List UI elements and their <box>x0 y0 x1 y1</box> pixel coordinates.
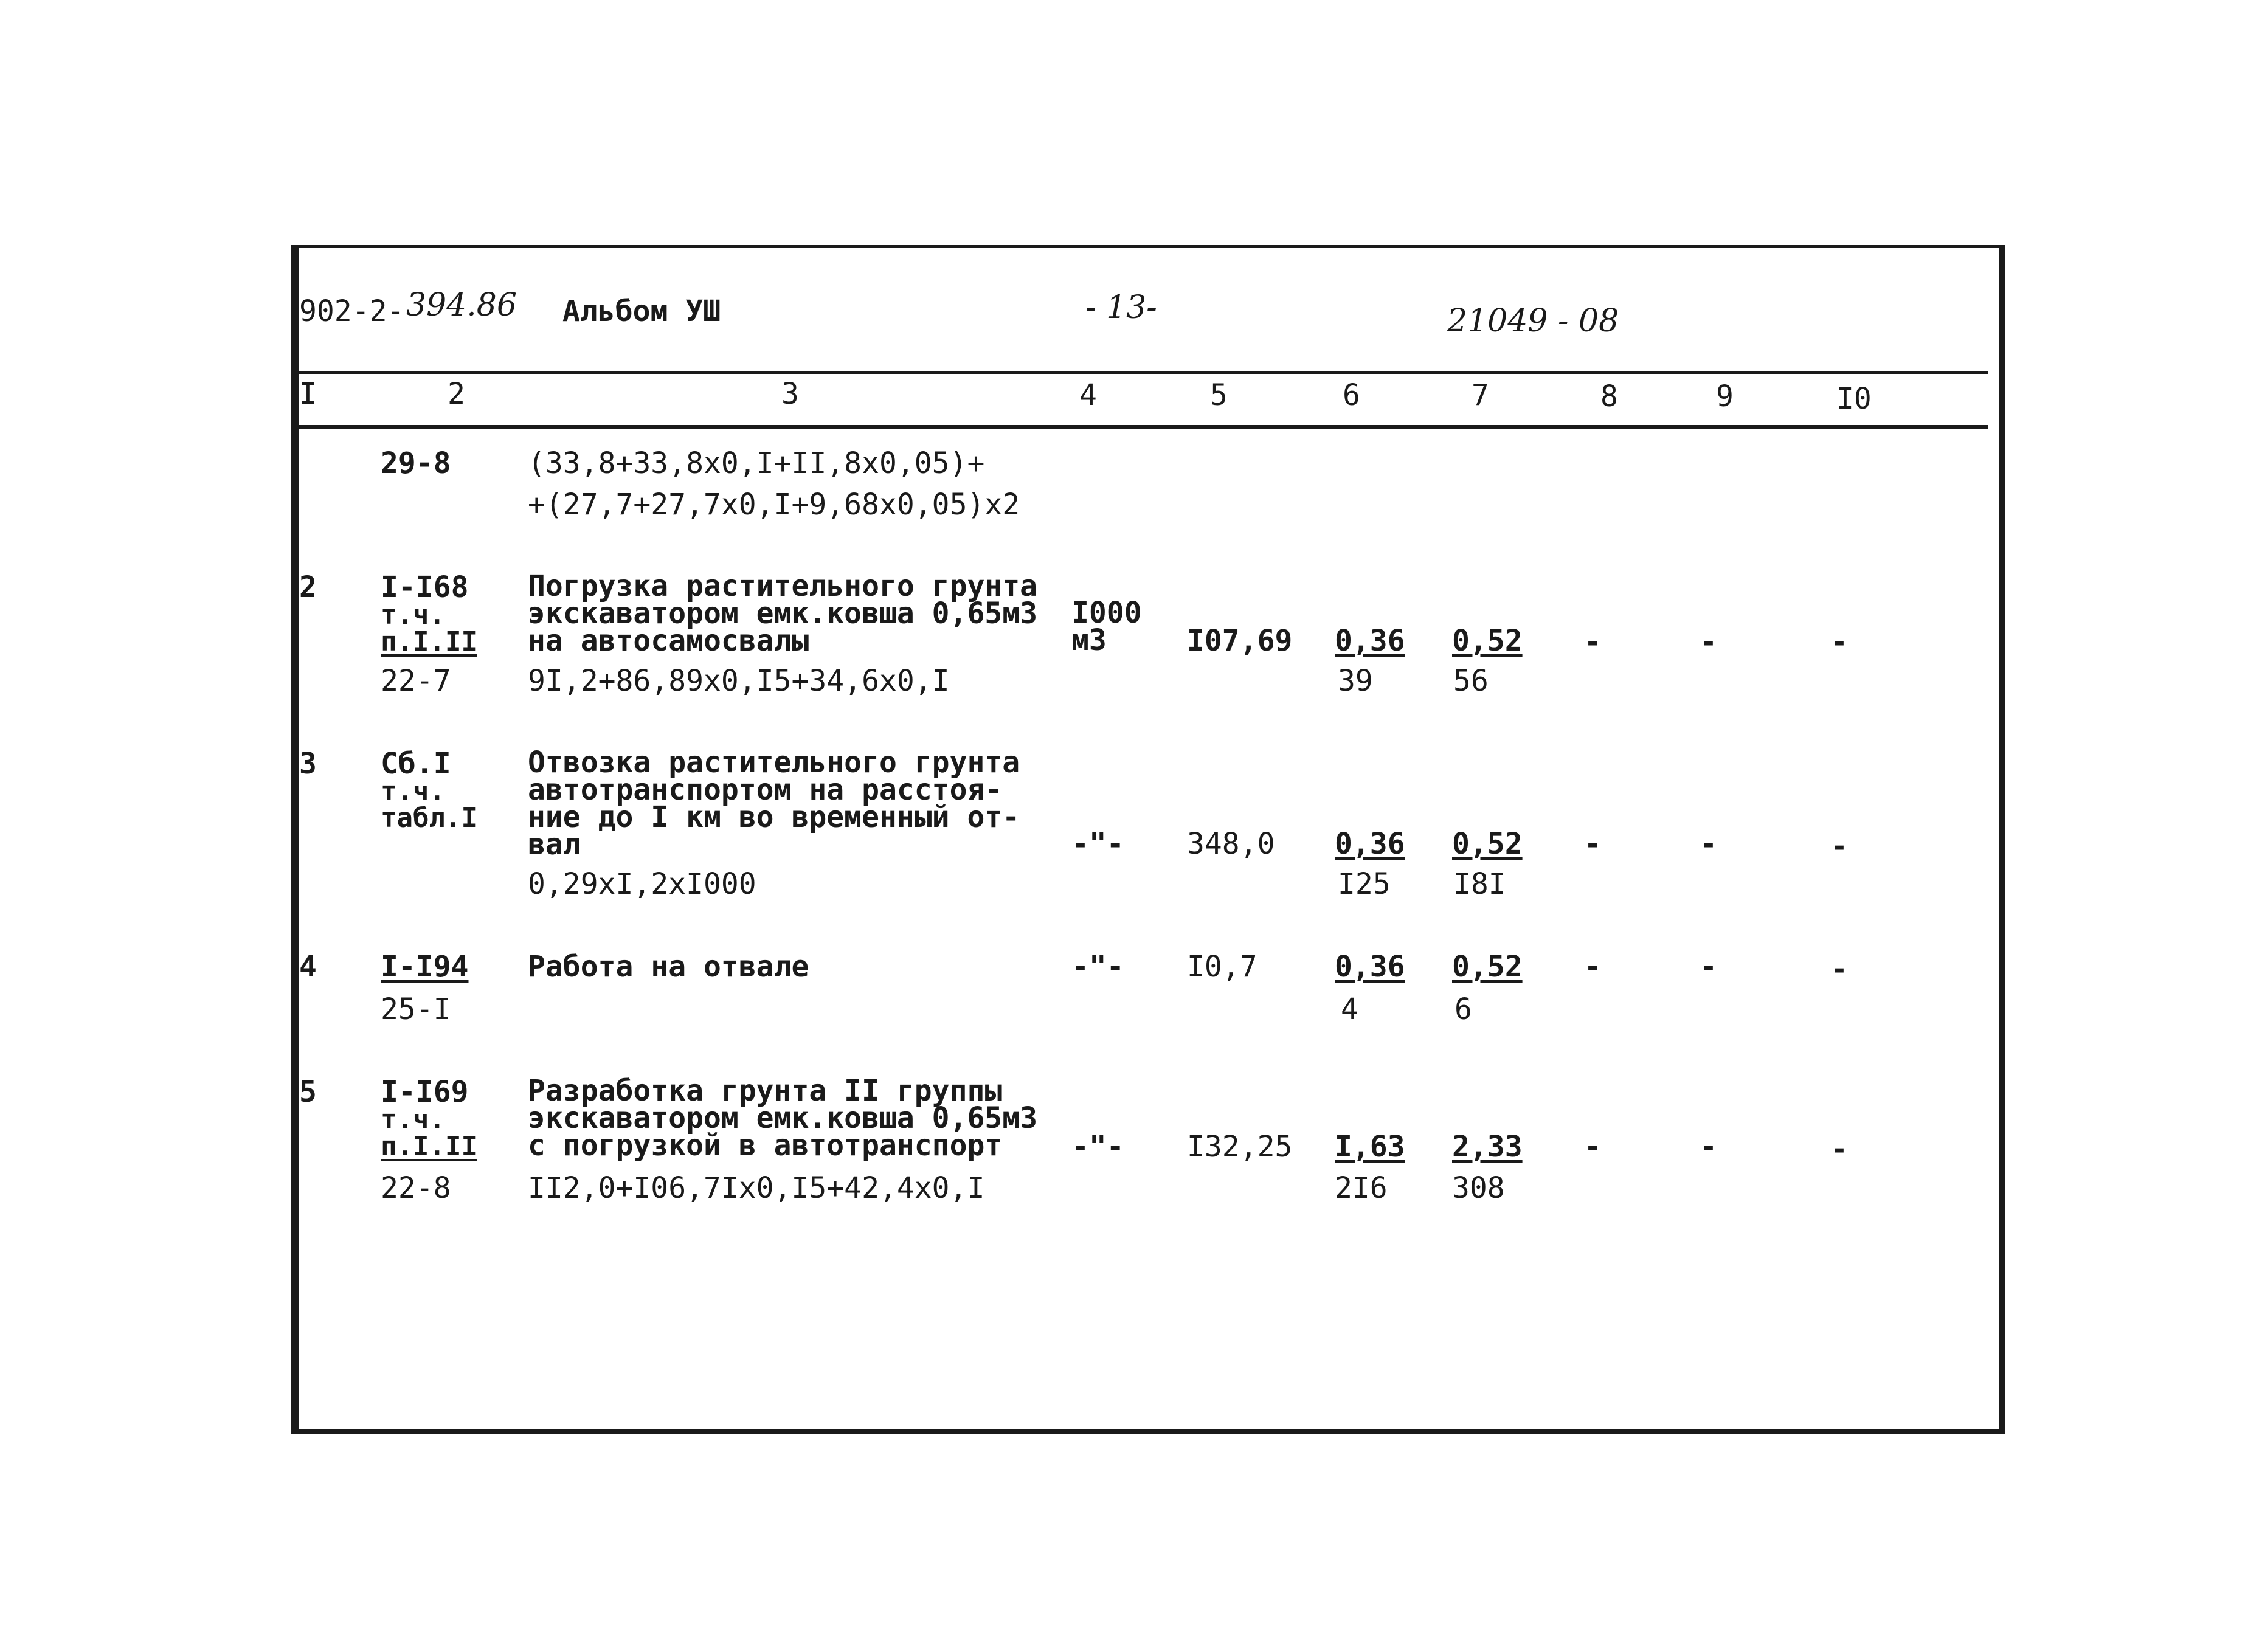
row-col6-top: 0,36 <box>1335 950 1405 984</box>
col-header-9: 9 <box>1716 379 1734 413</box>
row-number: 2 <box>299 570 317 604</box>
row-code: Сб.I <box>381 747 451 781</box>
project-code: 902-2- <box>299 294 405 328</box>
row-code: п.I.II <box>381 626 477 657</box>
row-number: 5 <box>299 1075 317 1109</box>
col-header-5: 5 <box>1210 378 1228 412</box>
col-header-4: 4 <box>1079 378 1097 412</box>
row-code: т.ч. <box>381 600 445 631</box>
page-number: - 13- <box>1085 289 1157 326</box>
row-col6-bottom: 4 <box>1341 992 1358 1026</box>
row-col8: - <box>1584 950 1602 984</box>
row-description-line: с погрузкой в автотранспорт <box>528 1128 1003 1163</box>
row-col6-bottom: I25 <box>1338 867 1391 901</box>
col-header-2: 2 <box>448 377 465 411</box>
row-code: 25-I <box>381 992 451 1026</box>
row-code: 22-8 <box>381 1171 451 1205</box>
row-col10: - <box>1830 829 1848 863</box>
row-code: 22-7 <box>381 664 451 698</box>
row-col7-bottom: 6 <box>1454 992 1472 1026</box>
row-col7-bottom: 308 <box>1452 1171 1505 1205</box>
col-header-7: 7 <box>1472 378 1489 412</box>
row-code: п.I.II <box>381 1131 477 1162</box>
col-header-10: I0 <box>1836 382 1872 416</box>
row-col8: - <box>1584 625 1602 659</box>
row-number: 3 <box>299 747 317 781</box>
row-description-line: экскаватором емк.ковша 0,65м3 <box>528 1101 1038 1135</box>
row-description-line: автотранспортом на расстоя- <box>528 773 1003 807</box>
row-description-line: Погрузка растительного грунта <box>528 569 1038 603</box>
row-description-line: Разработка грунта II группы <box>528 1074 1003 1108</box>
row-col7-top: 0,52 <box>1452 827 1523 861</box>
row-col7-top: 0,52 <box>1452 624 1523 658</box>
row-unit: -"- <box>1071 827 1124 861</box>
row-description-line: Отвозка растительного грунта <box>528 745 1020 779</box>
row-col6-top: 0,36 <box>1335 827 1405 861</box>
row-code: I-I69 <box>381 1075 469 1109</box>
row-formula: 0,29xI,2xI000 <box>528 867 756 901</box>
row-col9: - <box>1700 950 1717 984</box>
header-rule-bottom <box>299 425 1988 429</box>
row-description-line: вал <box>528 828 581 862</box>
inventory-number: 21049 - 08 <box>1447 303 1619 339</box>
row-unit: -"- <box>1071 950 1124 984</box>
row-col7-bottom: I8I <box>1453 867 1506 901</box>
col-header-1: I <box>299 377 317 411</box>
row-number: 4 <box>299 950 317 984</box>
row-code: табл.I <box>381 803 477 834</box>
header-rule-top <box>299 371 1988 374</box>
row-col6-top: 0,36 <box>1335 624 1405 658</box>
row-formula: 9I,2+86,89x0,I5+34,6x0,I <box>528 664 950 698</box>
col-header-8: 8 <box>1600 379 1618 413</box>
row-col7-bottom: 56 <box>1453 664 1489 698</box>
row-code: 29-8 <box>381 446 451 480</box>
row-description-line: Работа на отвале <box>528 950 809 984</box>
col-header-6: 6 <box>1343 378 1360 412</box>
row-description-line: экскаватором емк.ковша 0,65м3 <box>528 596 1038 631</box>
row-quantity: I32,25 <box>1187 1130 1293 1164</box>
row-quantity: 348,0 <box>1187 827 1275 861</box>
row-code: т.ч. <box>381 776 445 807</box>
project-code-handwritten: 394.86 <box>406 287 517 323</box>
row-col7-top: 2,33 <box>1452 1130 1523 1164</box>
row-code: т.ч. <box>381 1104 445 1135</box>
row-description-line: на автосамосвалы <box>528 624 809 658</box>
row-description-line: ние до I км во временный от- <box>528 800 1020 834</box>
row-col8: - <box>1584 827 1602 861</box>
row-quantity: I0,7 <box>1187 950 1257 984</box>
row-formula-line: (33,8+33,8x0,I+II,8x0,05)+ <box>528 446 985 480</box>
row-unit: I000 м3 <box>1071 596 1142 657</box>
album-title: Альбом УШ <box>562 294 721 328</box>
col-header-3: 3 <box>781 377 799 411</box>
row-col6-top: I,63 <box>1335 1130 1405 1164</box>
row-col8: - <box>1584 1130 1602 1164</box>
row-quantity: I07,69 <box>1187 624 1293 658</box>
row-formula: II2,0+I06,7Ix0,I5+42,4x0,I <box>528 1171 985 1205</box>
row-col10: - <box>1830 1132 1848 1166</box>
row-col6-bottom: 2I6 <box>1335 1171 1388 1205</box>
row-code: I-I94 <box>381 950 469 984</box>
row-col9: - <box>1700 1130 1717 1164</box>
row-col6-bottom: 39 <box>1338 664 1373 698</box>
row-col7-top: 0,52 <box>1452 950 1523 984</box>
row-unit: -"- <box>1071 1130 1124 1164</box>
row-col9: - <box>1700 827 1717 861</box>
row-col10: - <box>1830 952 1848 986</box>
row-col9: - <box>1700 625 1717 659</box>
row-col10: - <box>1830 625 1848 659</box>
row-formula-line: +(27,7+27,7x0,I+9,68x0,05)x2 <box>528 488 1020 522</box>
row-code: I-I68 <box>381 570 469 604</box>
